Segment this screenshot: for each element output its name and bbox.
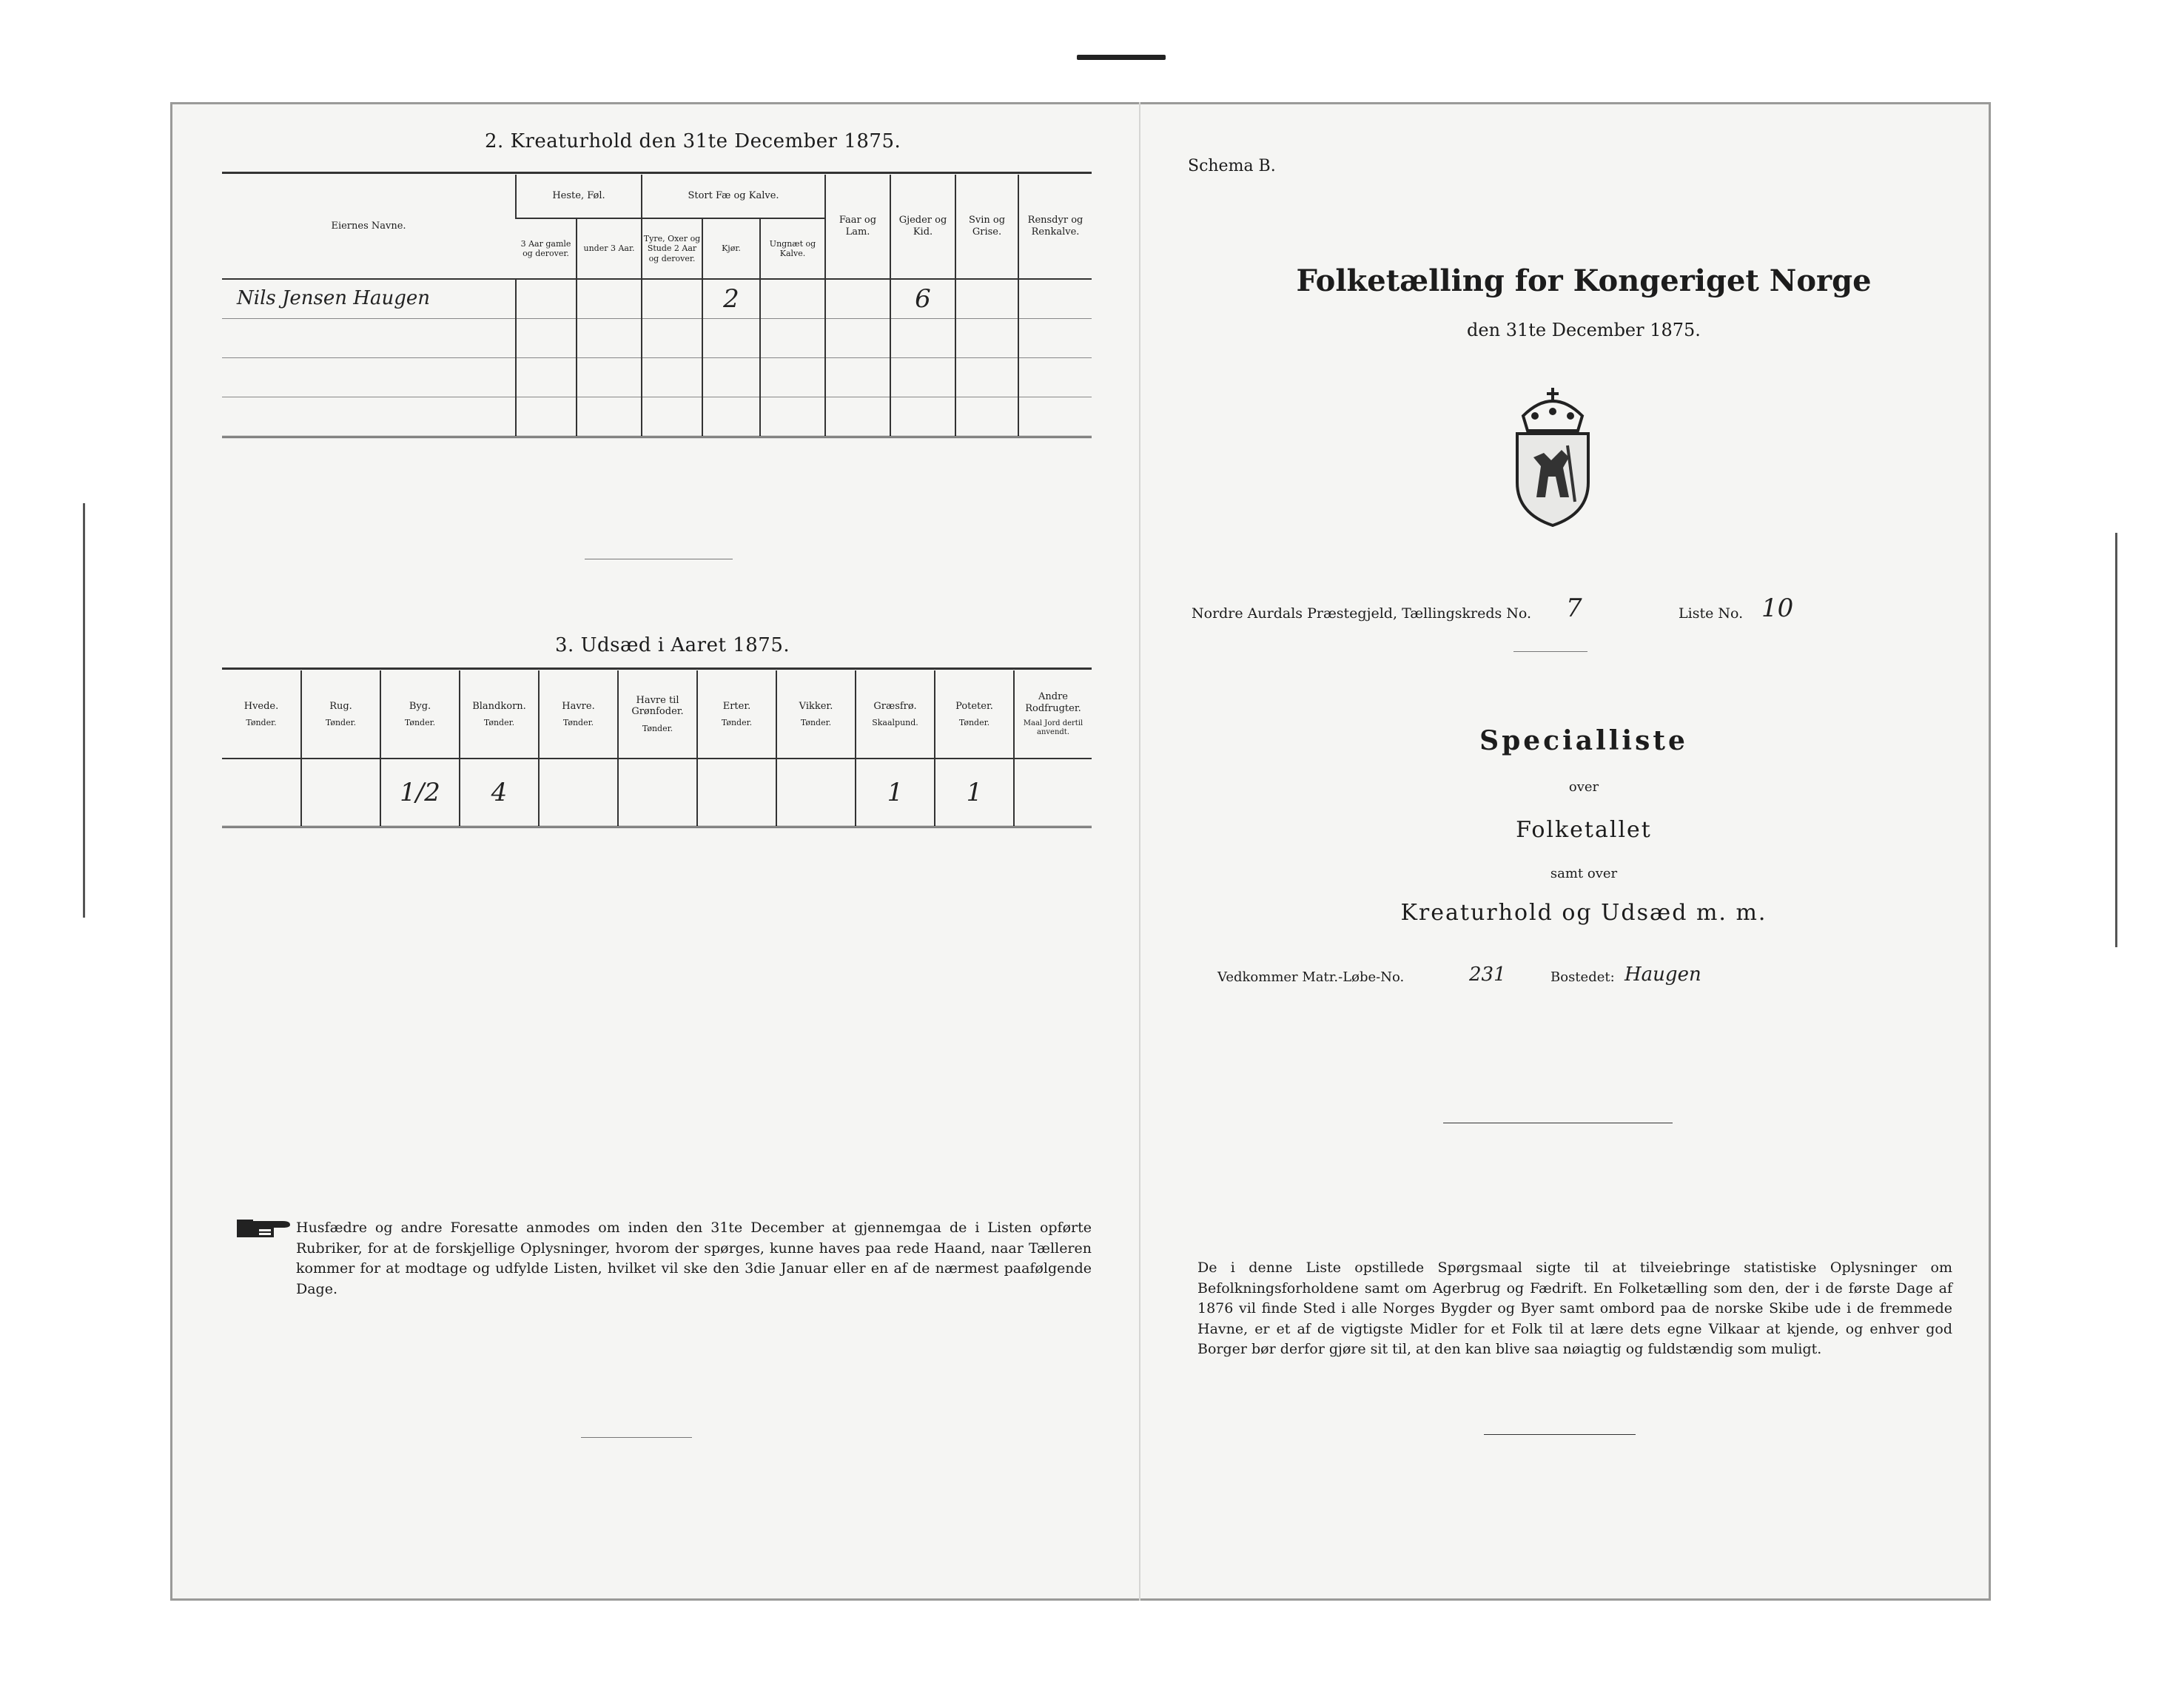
over-label: over: [1568, 779, 1599, 795]
folketallet-label: Folketallet: [1516, 817, 1652, 843]
district-line: [1192, 605, 1531, 622]
table-row: [222, 358, 1092, 397]
matr-value: 231: [1469, 964, 1506, 986]
seed-unit: Skaalpund.: [872, 718, 918, 728]
seed-header: Byg.: [409, 700, 431, 712]
cattle-header: Stort Fæ og Kalve.: [642, 175, 825, 218]
section-3-title: 3. Udsæd i Aaret 1875.: [555, 634, 790, 656]
seed-unit: Tønder.: [642, 724, 673, 733]
samt-over-label: samt over: [1550, 866, 1618, 881]
seed-header: Havre.: [562, 700, 595, 712]
horses-header: Heste, Føl.: [516, 175, 642, 218]
seed-unit: Tønder.: [246, 718, 277, 728]
notice-text: Husfædre og andre Foresatte anmodes om inden den 31te December at gjennemgaa de i Listen opførte Rubriker, for at de forskjellige Oplysninger, hvorom der spørges, kunne haves paa rede Haand, naar Tælleren kommer for at modtage og udfylde Listen, hvilket vil ske den 3die Januar eller en af de nærmest paafølgende Dage.: [296, 1220, 1092, 1297]
bosted-value: Haugen: [1624, 964, 1701, 986]
owner-name: Nils Jensen Haugen: [237, 287, 430, 310]
seed-header: Blandkorn.: [472, 700, 526, 712]
table-row: [222, 279, 1092, 319]
table-row: [222, 319, 1092, 358]
divider: [1484, 1434, 1636, 1435]
poteter-value: 1: [966, 777, 983, 807]
scan-edge-left: [83, 503, 85, 918]
census-date: den 31te December 1875.: [1467, 320, 1701, 340]
seed-table: [222, 670, 1092, 828]
pointing-hand-icon: [237, 1215, 296, 1243]
young-cattle-header: Ungnæt og Kalve.: [760, 218, 825, 279]
owner-header: Eiernes Navne.: [222, 175, 516, 279]
divider: [581, 1437, 692, 1438]
seed-header: Havre til Grønfoder.: [631, 694, 684, 718]
seed-unit: Tønder.: [958, 718, 990, 728]
seed-unit: Tønder.: [721, 718, 753, 728]
sheep-header: Faar og Lam.: [825, 175, 890, 279]
seed-header: Erter.: [722, 700, 751, 712]
scan-marker: [1077, 55, 1166, 60]
blandkorn-value: 4: [491, 777, 508, 807]
seed-unit: Tønder.: [404, 718, 436, 728]
goats-value: 6: [915, 283, 931, 314]
pigs-header: Svin og Grise.: [955, 175, 1018, 279]
graesfro-value: 1: [887, 777, 904, 807]
seed-header: Græsfrø.: [873, 700, 917, 712]
livestock-table: [222, 175, 1092, 438]
page-fold: [1139, 102, 1140, 1601]
byg-value: 1/2: [400, 777, 440, 807]
table-row: [222, 397, 1092, 437]
seed-top-rule: [222, 667, 1092, 670]
table-top-rule: [222, 172, 1092, 174]
seed-unit: Tønder.: [483, 718, 515, 728]
liste-label: Liste No.: [1679, 605, 1744, 622]
goats-header: Gjeder og Kid.: [890, 175, 955, 279]
seed-header: Vikker.: [799, 700, 833, 712]
bosted-label: Bostedet:: [1550, 969, 1615, 985]
seed-unit: Maal Jord dertil anvendt.: [1023, 719, 1083, 736]
kreaturhold-label: Kreaturhold og Udsæd m. m.: [1400, 900, 1767, 926]
matr-label: Vedkommer Matr.-Løbe-No.: [1217, 969, 1405, 985]
schema-label: Schema B.: [1188, 157, 1276, 175]
kreds-value: 7: [1566, 593, 1582, 623]
divider: [1513, 651, 1587, 652]
liste-value: 10: [1761, 593, 1794, 623]
census-title: Folketælling for Kongeriget Norge: [1296, 263, 1872, 298]
seed-header: Rug.: [329, 700, 352, 712]
seed-header: Poteter.: [955, 700, 993, 712]
seed-unit: Tønder.: [325, 718, 357, 728]
bulls-header: Tyre, Oxer og Stude 2 Aar og derover.: [642, 218, 702, 279]
cows-value: 2: [723, 283, 739, 314]
seed-unit: Tønder.: [800, 718, 832, 728]
horses-under3-header: under 3 Aar.: [577, 218, 642, 279]
seed-header: Hvede.: [243, 700, 279, 712]
parish-label: Nordre Aurdals Præstegjeld,: [1192, 605, 1398, 622]
seed-header-row: [222, 670, 1092, 759]
horses-3yr-header: 3 Aar gamle og derover.: [516, 218, 577, 279]
seed-values-row: [222, 759, 1092, 827]
section-2-title: 2. Kreaturhold den 31te December 1875.: [485, 130, 901, 152]
seed-unit: Tønder.: [562, 718, 594, 728]
scan-edge-right: [2115, 533, 2117, 947]
coat-of-arms-icon: [1508, 386, 1597, 530]
reindeer-header: Rensdyr og Renkalve.: [1018, 175, 1092, 279]
kreds-label: Tællingskreds No.: [1402, 605, 1532, 622]
seed-header: Andre Rodfrugter.: [1025, 691, 1081, 714]
specialliste-title: Specialliste: [1479, 725, 1688, 756]
cows-header: Kjør.: [702, 218, 760, 279]
census-footnote: De i denne Liste opstillede Spørgsmaal sigte til at tilveiebringe statistiske Oplysninger om Befolkningsforholdene samt om Agerbrug og Fædrift. En Folketælling som den, der i de første Dage af 1876 vil finde Sted i alle Norges Bygder og Byer samt ombord paa de norske Skibe ude i de fremmede Havne, er et af de vigtigste Midler for et Folk til at lære dets egne Vilkaar at kjende, og enhver god Borger bør derfor gjøre sit til, at den kan blive saa nøiagtig og fuldstændig som muligt.: [1197, 1260, 1952, 1358]
